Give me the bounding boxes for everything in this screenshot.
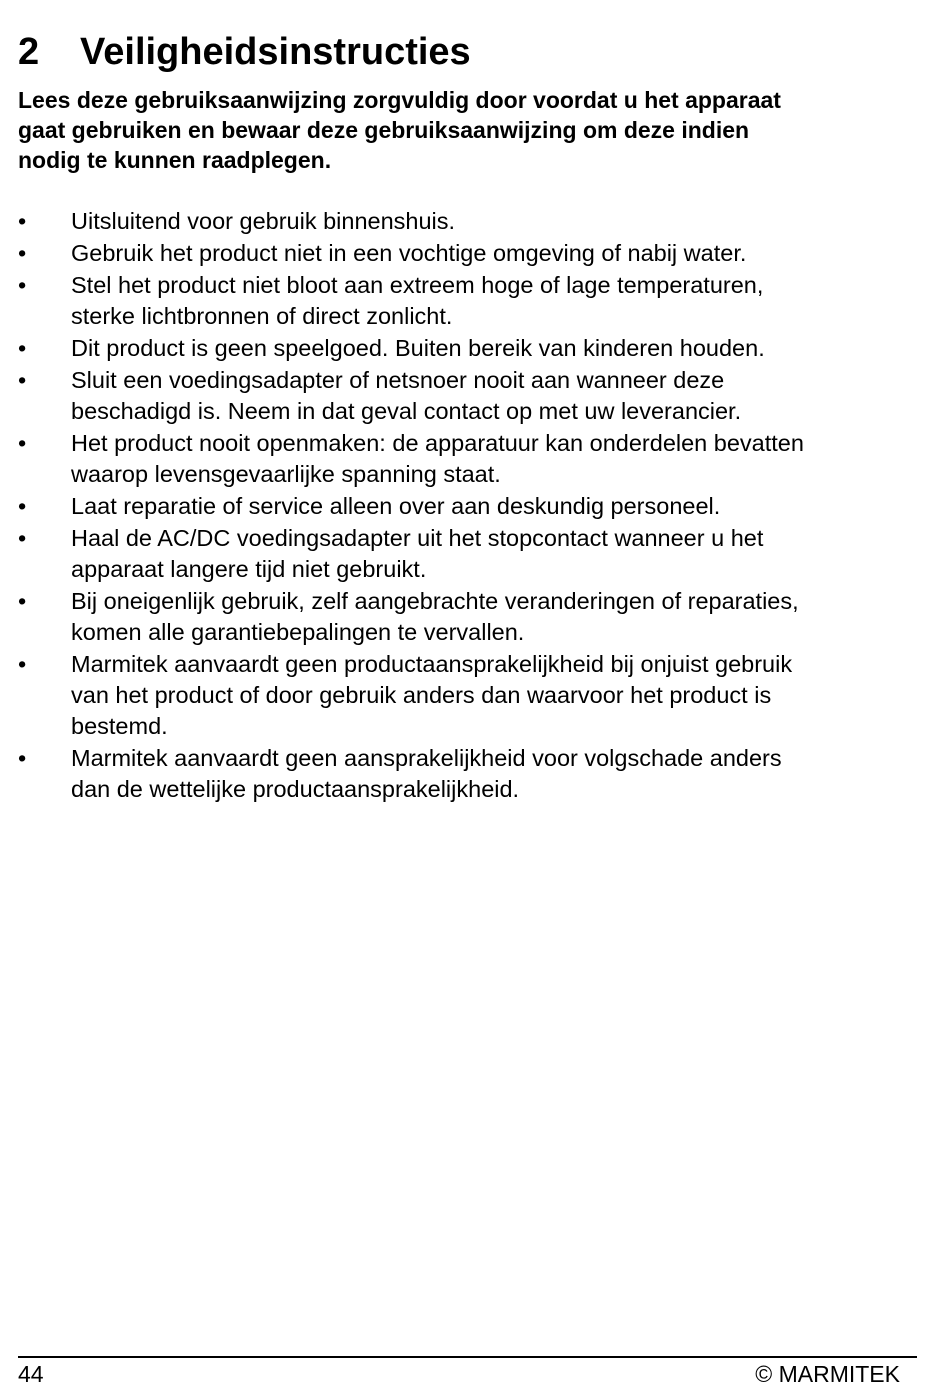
bullet-point-icon: • [18, 367, 27, 393]
bullet-point-icon: • [18, 588, 27, 614]
bullet-item [18, 206, 918, 237]
bullet-item [18, 365, 918, 427]
bullet-text: sterke lichtbronnen of direct zonlicht. [71, 303, 453, 329]
footer-copyright: © MARMITEK [755, 1361, 900, 1387]
bullet-text: van het product of door gebruik anders dan waarvoor het product is [71, 682, 772, 708]
bullet-point-icon: • [18, 525, 27, 551]
bullet-text: Gebruik het product niet in een vochtige omgeving of nabij water. [71, 240, 747, 266]
bullet-text: Uitsluitend voor gebruik binnenshuis. [71, 208, 456, 234]
intro-line: nodig te kunnen raadplegen. [18, 147, 332, 173]
bullet-item [18, 428, 918, 490]
bullet-text: bestemd. [71, 713, 168, 739]
bullet-item [18, 270, 918, 332]
bullet-text: Laat reparatie of service alleen over aan deskundig personeel. [71, 493, 721, 519]
bullet-point-icon: • [18, 335, 27, 361]
bullet-point-icon: • [18, 651, 27, 677]
section-number: 2 [18, 31, 40, 73]
bullet-point-icon: • [18, 272, 27, 298]
footer-divider [18, 1356, 917, 1358]
bullet-text: Marmitek aanvaardt geen productaansprakelijkheid bij onjuist gebruik [71, 651, 793, 677]
bullet-item [18, 523, 918, 585]
intro-paragraph [18, 85, 918, 175]
bullet-text: beschadigd is. Neem in dat geval contact op met uw leverancier. [71, 398, 742, 424]
bullet-text: waarop levensgevaarlijke spanning staat. [71, 461, 501, 487]
bullet-point-icon: • [18, 240, 27, 266]
bullet-point-icon: • [18, 493, 27, 519]
bullet-item [18, 238, 918, 269]
intro-line: gaat gebruiken en bewaar deze gebruiksaanwijzing om deze indien [18, 117, 750, 143]
bullet-text: dan de wettelijke productaansprakelijkheid. [71, 776, 520, 802]
bullet-item [18, 586, 918, 648]
page-number: 44 [18, 1361, 44, 1387]
bullet-text: Het product nooit openmaken: de apparatuur kan onderdelen bevatten [71, 430, 804, 456]
section-title: Veiligheidsinstructies [80, 31, 471, 73]
section-heading [18, 30, 471, 74]
bullet-text: apparaat langere tijd niet gebruikt. [71, 556, 427, 582]
bullet-item [18, 743, 918, 805]
bullet-item [18, 491, 918, 522]
bullet-text: Bij oneigenlijk gebruik, zelf aangebrachte veranderingen of reparaties, [71, 588, 799, 614]
bullet-point-icon: • [18, 430, 27, 456]
bullet-text: Marmitek aanvaardt geen aansprakelijkheid voor volgschade anders [71, 745, 782, 771]
safety-instructions-list [18, 206, 918, 806]
bullet-item [18, 649, 918, 742]
bullet-text: Stel het product niet bloot aan extreem hoge of lage temperaturen, [71, 272, 764, 298]
bullet-text: Haal de AC/DC voedingsadapter uit het stopcontact wanneer u het [71, 525, 764, 551]
bullet-point-icon: • [18, 745, 27, 771]
bullet-text: Dit product is geen speelgoed. Buiten bereik van kinderen houden. [71, 335, 765, 361]
bullet-point-icon: • [18, 208, 27, 234]
bullet-text: Sluit een voedingsadapter of netsnoer nooit aan wanneer deze [71, 367, 725, 393]
bullet-item [18, 333, 918, 364]
bullet-text: komen alle garantiebepalingen te vervallen. [71, 619, 525, 645]
intro-line: Lees deze gebruiksaanwijzing zorgvuldig door voordat u het apparaat [18, 87, 781, 113]
